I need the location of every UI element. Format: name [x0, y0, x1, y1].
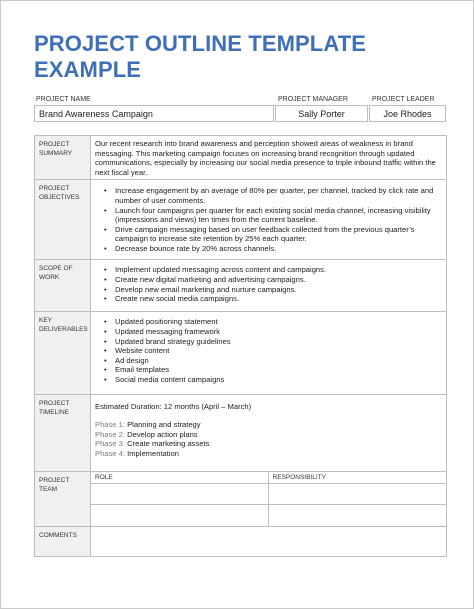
comments-cell[interactable] [91, 526, 447, 556]
summary-text: Our recent research into brand awareness and perception showed areas of weakness in brand messaging. This marketing campaign focuses on increasing brand recognition through updated communications, especially by increasing our social media presence to triple inbound traffic within the next fiscal year. [95, 139, 436, 177]
list-item: • Updated messaging framework [115, 327, 442, 337]
deliverables-row [35, 312, 447, 395]
list-item: • Ad design [115, 356, 442, 366]
comments-label: COMMENTS [35, 526, 91, 556]
responsibility-cell[interactable] [268, 484, 447, 505]
timeline-label: PROJECT TIMELINE [35, 395, 91, 472]
list-item: • Website content [115, 346, 442, 356]
project-leader-value: Joe Rhodes [383, 109, 432, 119]
role-header: ROLE [91, 472, 268, 484]
list-item: • Decrease bounce rate by 20% across channels. [115, 244, 442, 254]
list-item: • Social media content campaigns [115, 375, 442, 385]
team-table [91, 472, 447, 526]
timeline-phase: Phase 1: Planning and strategy [95, 419, 201, 429]
project-name-field[interactable] [34, 105, 274, 122]
objectives-row [35, 180, 447, 260]
deliverables-cell[interactable] [91, 312, 447, 395]
list-item: • Updated positioning statement [115, 317, 442, 327]
project-name-value: Brand Awareness Campaign [39, 109, 153, 119]
timeline-phase: Phase 2: Develop action plans [95, 429, 198, 439]
list-item: • Email templates [115, 365, 442, 375]
list-item: • Create new digital marketing and advertising campaigns. [115, 275, 442, 285]
timeline-row [35, 395, 447, 472]
timeline-phase: Phase 3: Create marketing assets [95, 439, 210, 449]
summary-row [35, 136, 447, 180]
comments-row [35, 526, 447, 556]
deliverables-label: KEY DELIVERABLES [35, 312, 91, 395]
list-item: • Develop new email marketing and nurture campaigns. [115, 285, 442, 295]
project-name-label: PROJECT NAME [36, 96, 91, 103]
scope-label: SCOPE OF WORK [35, 260, 91, 312]
team-row [35, 472, 447, 527]
role-cell[interactable] [91, 505, 268, 526]
page-title [34, 31, 454, 83]
timeline-cell[interactable] [91, 395, 447, 472]
summary-cell[interactable] [91, 136, 447, 180]
table-row [91, 484, 447, 505]
project-leader-label: PROJECT LEADER [372, 96, 435, 103]
project-manager-field[interactable] [275, 105, 368, 122]
team-label: PROJECT TEAM [35, 472, 91, 527]
list-item: • Implement updated messaging across content and campaigns. [115, 265, 442, 275]
responsibility-header: RESPONSIBILITY [268, 472, 447, 484]
team-cell [91, 472, 447, 527]
summary-label: PROJECT SUMMARY [35, 136, 91, 180]
scope-cell[interactable] [91, 260, 447, 312]
list-item: • Create new social media campaigns. [115, 294, 442, 304]
title-line-1: PROJECT OUTLINE TEMPLATE [34, 31, 367, 56]
list-item: • Increase engagement by an average of 80% per quarter, per channel, tracked by click rate and number of user comments. [115, 186, 442, 205]
scope-row [35, 260, 447, 312]
objectives-cell[interactable] [91, 180, 447, 260]
role-cell[interactable] [91, 484, 268, 505]
list-item: • Drive campaign messaging based on user feedback collected from the previous quarter’s campaign to increase site retention by 25% each quarter. [115, 225, 442, 244]
outline-table [34, 135, 447, 557]
timeline-duration: Estimated Duration: 12 months (April – March) [95, 402, 252, 412]
list-item: • Launch four campaigns per quarter for each existing social media channel, increasing visibility (impressions and views) ten times from the current baseline. [115, 206, 442, 225]
table-row [91, 505, 447, 526]
project-manager-label: PROJECT MANAGER [278, 96, 348, 103]
project-leader-field[interactable] [369, 105, 446, 122]
title-line-2: EXAMPLE [34, 57, 142, 82]
responsibility-cell[interactable] [268, 505, 447, 526]
timeline-phase: Phase 4: Implementation [95, 448, 180, 458]
team-header-row [91, 472, 447, 484]
project-manager-value: Sally Porter [298, 109, 345, 119]
objectives-label: PROJECT OBJECTIVES [35, 180, 91, 260]
list-item: • Updated brand strategy guidelines [115, 337, 442, 347]
